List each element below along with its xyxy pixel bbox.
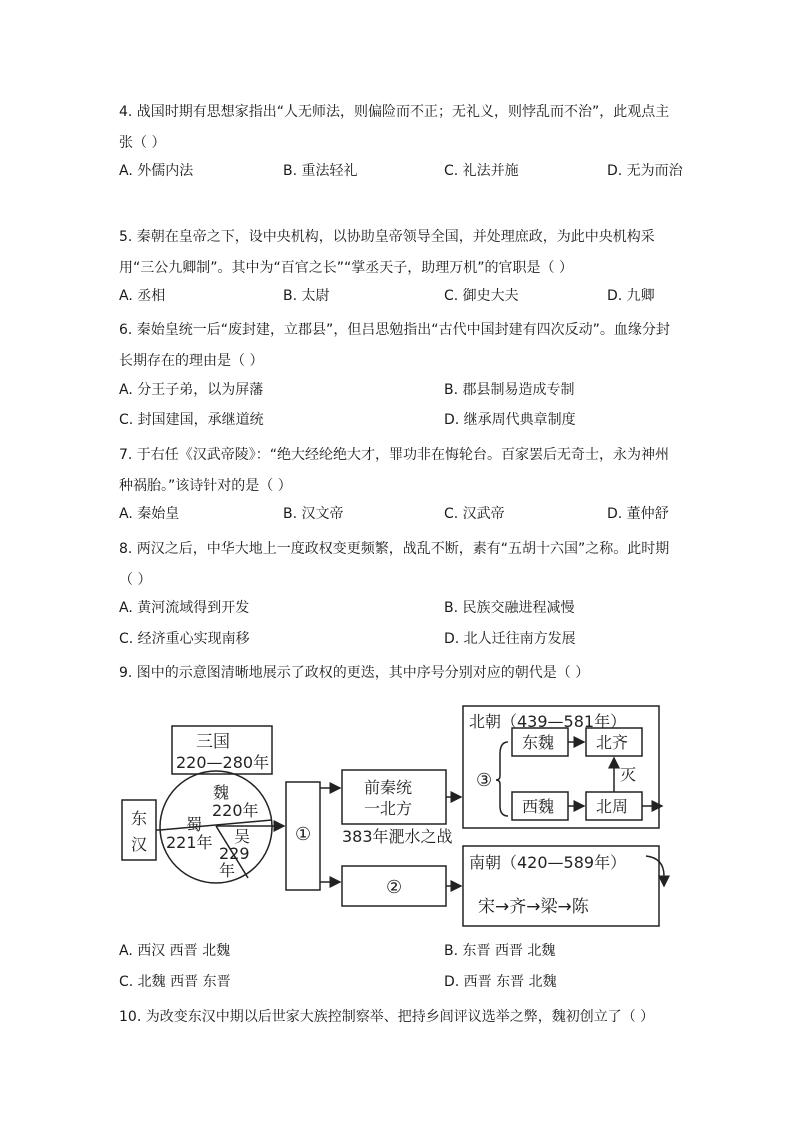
shu-label: 蜀	[186, 815, 203, 834]
option-d[interactable]: D. 西晋 东晋 北魏	[444, 974, 557, 990]
circle-1-label: ①	[295, 824, 312, 845]
option-d[interactable]: D. 九卿	[607, 288, 655, 304]
question-6-options-row1	[119, 379, 679, 409]
wu-year-1: 229	[219, 844, 250, 863]
option-c[interactable]: C. 礼法并施	[444, 163, 519, 179]
option-d[interactable]: D. 无为而治	[607, 163, 683, 179]
question-6-options-row2	[119, 409, 679, 439]
beichao-label: 北朝（439—581年）	[469, 712, 627, 731]
question-4-options	[119, 160, 683, 190]
qianqin-line-1: 前秦统	[364, 778, 413, 797]
xiwei-label: 西魏	[522, 797, 555, 816]
question-9: 9. 图中的示意图清晰地展示了政权的更迭，其中序号分别对应的朝代是（ ）	[119, 665, 590, 681]
mie-label: 灭	[620, 765, 637, 784]
wu-year-2: 年	[219, 861, 236, 880]
question-7-options	[119, 503, 679, 533]
beiqi-label: 北齐	[596, 733, 629, 752]
nanchao-label: 南朝（420—589年）	[469, 853, 627, 872]
question-6: 6. 秦始皇统一后“废封建，立郡县”，但吕思勉指出“古代中国封建有四次反动”。血缘分封长期存在的理由是（ ）	[119, 322, 670, 369]
question-8-options-row2	[119, 628, 679, 658]
option-a[interactable]: A. 秦始皇	[119, 506, 180, 522]
option-b[interactable]: B. 东晋 西晋 北魏	[444, 943, 556, 959]
option-a[interactable]: A. 丞相	[119, 288, 166, 304]
question-5-options	[119, 285, 679, 315]
dynasty-succession-diagram	[116, 696, 676, 931]
option-a[interactable]: A. 外儒内法	[119, 163, 194, 179]
circle-2-label: ②	[386, 877, 403, 898]
option-c[interactable]: C. 经济重心实现南移	[119, 631, 250, 647]
donghan-char-1: 东	[131, 809, 148, 828]
sanguo-years: 220—280年	[176, 753, 270, 772]
question-10: 10. 为改变东汉中期以后世家大族控制察举、把持乡闾评议选举之弊，魏初创立了（ ）	[119, 1009, 655, 1025]
option-b[interactable]: B. 太尉	[283, 288, 330, 304]
question-4: 4. 战国时期有思想家指出“人无师法，则偏险而不正；无礼义，则悖乱而不治”，此观点主张（ ）	[119, 104, 670, 151]
option-d[interactable]: D. 北人迁往南方发展	[444, 631, 576, 647]
option-a[interactable]: A. 西汉 西晋 北魏	[119, 943, 231, 959]
option-c[interactable]: C. 北魏 西晋 东晋	[119, 974, 231, 990]
option-b[interactable]: B. 汉文帝	[283, 506, 344, 522]
question-9-options-row1	[119, 940, 679, 970]
option-a[interactable]: A. 黄河流域得到开发	[119, 600, 250, 616]
question-9-options-row2	[119, 971, 679, 1001]
option-c[interactable]: C. 封国建国，承继道统	[119, 412, 264, 428]
option-b[interactable]: B. 重法轻礼	[283, 163, 358, 179]
shu-year: 221年	[166, 833, 213, 852]
option-c[interactable]: C. 汉武帝	[444, 506, 505, 522]
option-d[interactable]: D. 继承周代典章制度	[444, 412, 576, 428]
beizhou-label: 北周	[596, 797, 629, 816]
question-5: 5. 秦朝在皇帝之下，设中央机构，以协助皇帝领导全国，并处理庶政，为此中央机构采用“三公九卿制”。其中为“百官之长”“掌丞天子，助理万机”的官职是（ ）	[119, 229, 655, 276]
wu-label: 吴	[234, 827, 251, 846]
question-8-options-row1	[119, 597, 679, 627]
option-c[interactable]: C. 御史大夫	[444, 288, 519, 304]
question-8: 8. 两汉之后，中华大地上一度政权变更频繁，战乱不断，素有“五胡十六国”之称。此时期（ ）	[119, 541, 670, 588]
option-b[interactable]: B. 民族交融进程减慢	[444, 600, 575, 616]
sanguo-label: 三国	[196, 732, 230, 752]
wei-label: 魏	[213, 783, 230, 802]
option-d[interactable]: D. 董仲舒	[607, 506, 669, 522]
feishui-label: 383年淝水之战	[342, 827, 453, 846]
wei-year: 220年	[212, 801, 259, 820]
dongwei-label: 东魏	[522, 733, 555, 752]
qianqin-line-2: 一北方	[364, 799, 413, 818]
option-b[interactable]: B. 郡县制易造成专制	[444, 382, 575, 398]
question-7: 7. 于右任《汉武帝陵》：“绝大经纶绝大才，罪功非在悔轮台。百家罢后无奇士，永为神州种祸胎。”该诗针对的是（ ）	[119, 447, 670, 494]
nanchao-sequence: 宋→齐→梁→陈	[478, 897, 589, 917]
circle-3-label: ③	[476, 770, 493, 791]
option-a[interactable]: A. 分王子弟，以为屏藩	[119, 382, 264, 398]
donghan-char-2: 汉	[131, 835, 148, 854]
